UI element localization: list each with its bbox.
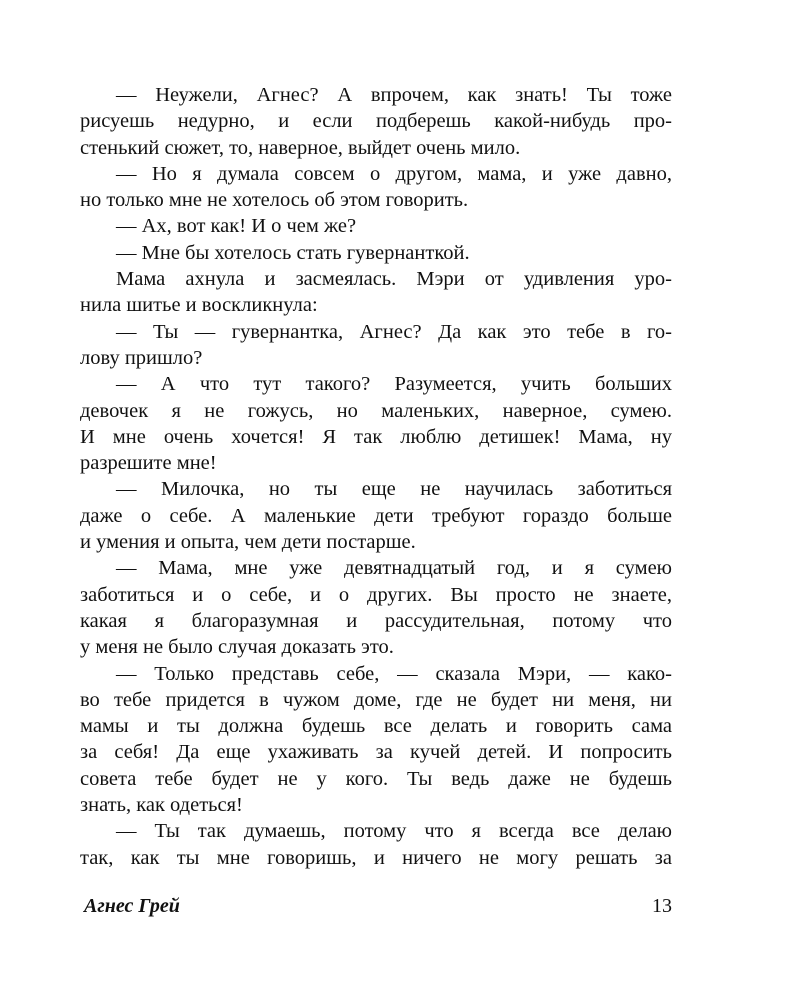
- text-line: — Только представь себе, — сказала Мэри, — како-: [116, 662, 672, 685]
- text-line: — Ты — гувернантка, Агнес? Да как это тебе в го-: [116, 320, 672, 343]
- page-footer: [84, 895, 672, 923]
- text-line: — Милочка, но ты еще не научилась заботиться: [116, 478, 672, 501]
- text-line: — Мне бы хотелось стать гувернанткой.: [116, 241, 470, 264]
- text-line: знать, как одеться!: [80, 794, 243, 817]
- text-line: — Мама, мне уже девятнадцатый год, и я сумею: [116, 557, 672, 580]
- text-line: даже о себе. А маленькие дети требуют гораздо больше: [80, 504, 672, 527]
- text-line: во тебе придется в чужом доме, где не будет ни меня, ни: [80, 688, 672, 711]
- text-line: за себя! Да еще ухаживать за кучей детей. И попросить: [80, 741, 672, 764]
- text-line: девочек я не гожусь, но маленьких, наверное, сумею.: [80, 399, 672, 422]
- text-line: какая я благоразумная и рассудительная, потому что: [80, 609, 672, 632]
- running-title: Агнес Грей: [84, 895, 180, 917]
- text-line: так, как ты мне говоришь, и ничего не могу решать за: [80, 846, 672, 869]
- text-line: у меня не было случая доказать это.: [80, 636, 394, 659]
- text-line: рисуешь недурно, и если подберешь какой-нибудь про-: [80, 110, 672, 133]
- text-line: И мне очень хочется! Я так люблю детишек! Мама, ну: [80, 425, 672, 448]
- text-line: — Ах, вот как! И о чем же?: [116, 215, 357, 238]
- text-line: — Но я думала совсем о другом, мама, и уже давно,: [116, 162, 672, 185]
- page-number: 13: [652, 895, 672, 917]
- text-line: заботиться и о себе, и о других. Вы просто не знаете,: [80, 583, 672, 606]
- text-line: и умения и опыта, чем дети постарше.: [80, 531, 416, 554]
- text-line: — Неужели, Агнес? А впрочем, как знать! Ты тоже: [116, 84, 672, 106]
- text-line: — А что тут такого? Разумеется, учить больших: [116, 373, 672, 396]
- text-line: Мама ахнула и засмеялась. Мэри от удивления уро-: [116, 268, 672, 291]
- text-line: нила шитье и воскликнула:: [80, 294, 318, 317]
- text-line: лову пришло?: [80, 346, 203, 369]
- text-line: стенький сюжет, то, наверное, выйдет очень мило.: [80, 136, 521, 159]
- body-text: [80, 82, 672, 871]
- text-line: — Ты так думаешь, потому что я всегда все делаю: [116, 820, 672, 843]
- text-line: совета тебе будет не у кого. Ты ведь даже не будешь: [80, 767, 672, 790]
- text-line: мамы и ты должна будешь все делать и говорить сама: [80, 715, 672, 738]
- text-line: но только мне не хотелось об этом говорить.: [80, 189, 469, 212]
- text-line: разрешите мне!: [80, 452, 217, 475]
